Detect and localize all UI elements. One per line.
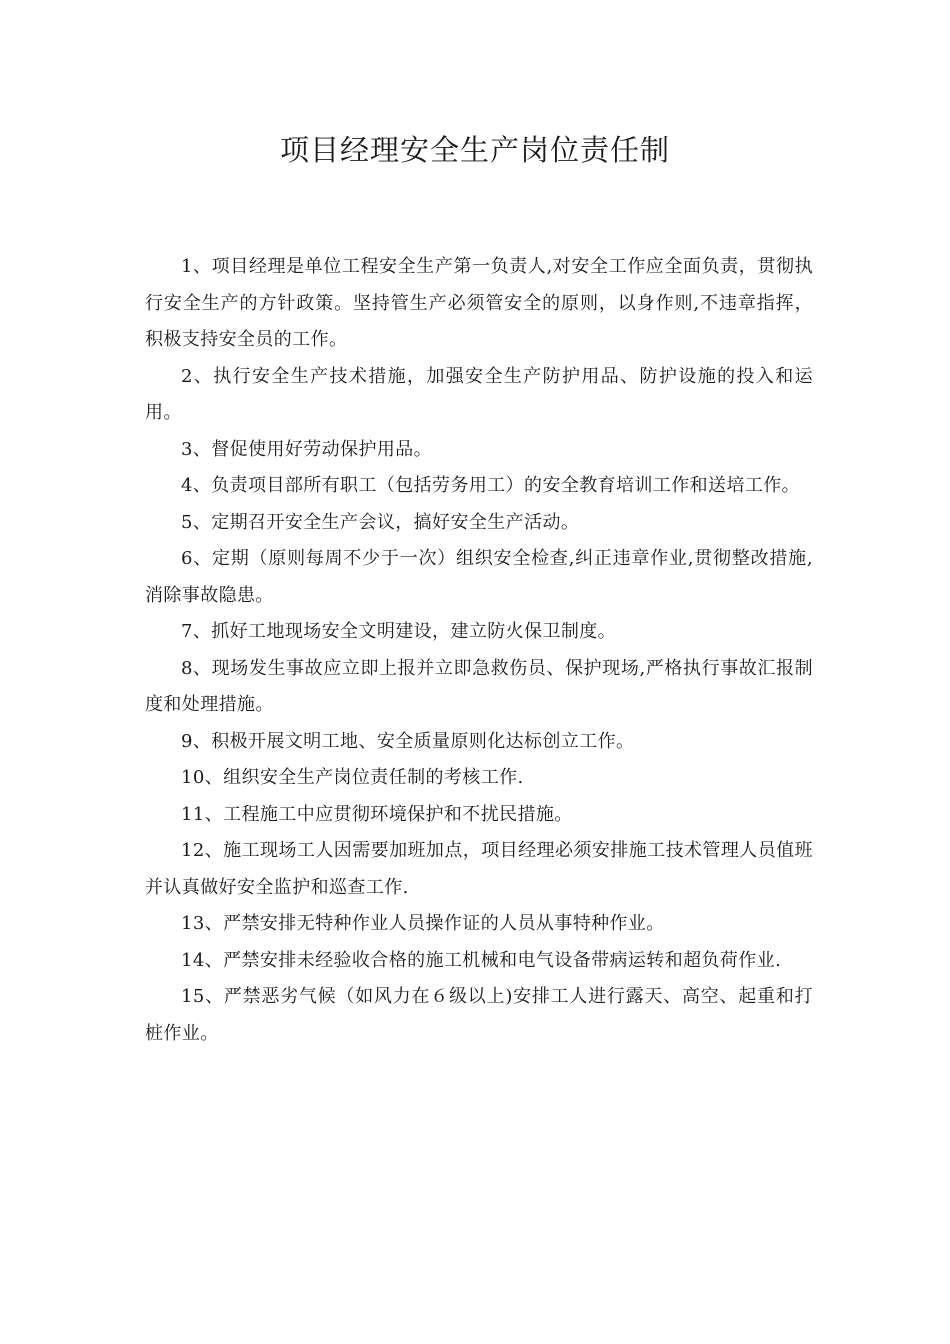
clause-3: 3、督促使用好劳动保护用品。: [181, 438, 433, 460]
clause-11: 11、工程施工中应贯彻环境保护和不扰民措施。: [181, 803, 573, 825]
clause-9: 9、积极开展文明工地、安全质量原则化达标创立工作。: [181, 730, 635, 752]
clause-7: 7、抓好工地现场安全文明建设，建立防火保卫制度。: [181, 621, 617, 642]
clause-15: 15、严禁恶劣气候（如风力在６级以上)安排工人进行露天、高空、起重和打桩作业。: [145, 986, 813, 1044]
clause-13: 13、严禁安排无特种作业人员操作证的人员从事特种作业。: [181, 913, 665, 934]
clause-5: 5、定期召开安全生产会议，搞好安全生产活动。: [181, 511, 580, 533]
clause-10: 10、组织安全生产岗位责任制的考核工作.: [181, 767, 524, 788]
clause-12: 12、施工现场工人因需要加班加点，项目经理必须安排施工技术管理人员值班并认真做好安全监护和巡查工作.: [145, 840, 813, 898]
document-body: [145, 249, 813, 1052]
clause-14: 14、严禁安排未经验收合格的施工机械和电气设备带病运转和超负荷作业.: [181, 949, 782, 971]
clause-4: 4、负责项目部所有职工（包括劳务用工）的安全教育培训工作和送培工作。: [181, 475, 801, 496]
clause-8: 8、现场发生事故应立即上报并立即急救伤员、保护现场,严格执行事故汇报制度和处理措施。: [145, 657, 813, 715]
clause-1: 1、项目经理是单位工程安全生产第一负责人,对安全工作应全面负责，贯彻执行安全生产的方针政策。坚持管生产必须管安全的原则，以身作则,不违章指挥，积极支持安全员的工作。: [145, 256, 813, 350]
clause-2: 2、执行安全生产技术措施，加强安全生产防护用品、防护设施的投入和运用。: [145, 365, 813, 423]
document-title: 项目经理安全生产岗位责任制: [279, 133, 670, 167]
clause-6: 6、定期（原则每周不少于一次）组织安全检查,纠正违章作业,贯彻整改措施,消除事故隐患。: [145, 548, 813, 606]
